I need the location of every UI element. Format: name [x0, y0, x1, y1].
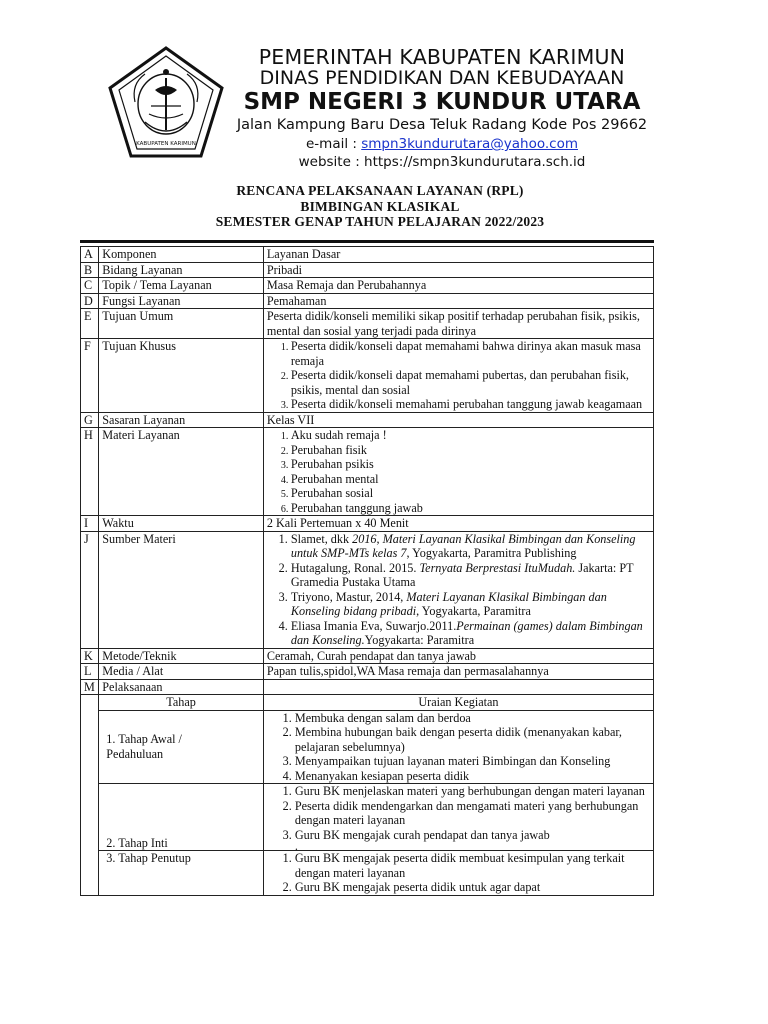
tahap-awal-list — [267, 711, 650, 784]
list-item: 2. Guru BK mengajak peserta didik untuk agar dapat — [295, 880, 650, 895]
letterhead-school-name: SMP NEGERI 3 KUNDUR UTARA — [243, 89, 641, 115]
table-row: L Media / Alat Papan tulis,spidol,WA Masa remaja dan permasalahannya — [81, 664, 654, 680]
table-row: 2. Tahap Inti 1. Guru BK menjelaskan materi yang berhubungan dengan materi layanan 2. Peserta didik mendengarkan dan mengamati materi yang berhubungan dengan materi layanan 3. Guru BK mengajak curah pendapat dan tanya jawab . — [81, 784, 654, 851]
list-item: 3. Triyono, Mastur, 2014, Materi Layanan Klasikal Bimbingan dan Konseling bidang pribadi, Yogyakarta, Paramitra — [291, 590, 650, 619]
table-row — [81, 710, 654, 784]
table-row: K Metode/Teknik Ceramah, Curah pendapat dan tanya jawab — [81, 648, 654, 664]
table-row: M Pelaksanaan — [81, 679, 654, 695]
list-item: 4. Eliasa Imania Eva, Suwarjo.2011.Permainan (games) dalam Bimbingan dan Konseling.Yogyakarta: Paramitra — [291, 619, 650, 648]
table-row: C Topik / Tema Layanan Masa Remaja dan Perubahannya — [81, 278, 654, 294]
letterhead-email-line: e-mail : smpn3kundurutara@yahoo.com — [306, 136, 578, 152]
list-item: 3. Menyampaikan tujuan layanan materi Bimbingan dan Konseling — [295, 754, 650, 769]
list-item: 4. Menanyakan kesiapan peserta didik — [295, 769, 650, 784]
table-row: E Tujuan Umum Peserta didik/konseli memiliki sikap positif terhadap perubahan fisik, psikis, mental dan sosial yang terjadi pada dirinya — [81, 309, 654, 339]
list-item: 2. Hutagalung, Ronal. 2015. Ternyata Berprestasi ItuMudah. Jakarta: PT Gramedia Pustaka Utama — [291, 561, 650, 590]
list-item: 2. Peserta didik mendengarkan dan mengamati materi yang berhubungan dengan materi layanan — [295, 799, 650, 828]
title-line-3: SEMESTER GENAP TAHUN PELAJARAN 2022/2023 — [215, 214, 545, 229]
letterhead-address: Jalan Kampung Baru Desa Teluk Radang Kode Pos 29662 — [236, 117, 648, 133]
tujuan-khusus-list — [267, 339, 650, 412]
letterhead-department: DINAS PENDIDIKAN DAN KEBUDAYAAN — [259, 67, 625, 89]
tahap-header: Tahap — [99, 695, 264, 711]
tahap-awal-label: 1. Tahap Awal / Pedahuluan — [99, 710, 264, 784]
tahap-penutup-label: 3. Tahap Penutup — [99, 851, 264, 896]
list-item: 2. Membina hubungan baik dengan peserta didik (menanyakan kabar, pelajaran sebelumnya) — [295, 725, 650, 754]
list-item: 1. Guru BK menjelaskan materi yang berhubungan dengan materi layanan — [295, 784, 650, 799]
table-row: A Komponen Layanan Dasar — [81, 247, 654, 263]
letterhead-government: PEMERINTAH KABUPATEN KARIMUN — [258, 45, 626, 69]
list-item: 1. Membuka dengan salam dan berdoa — [295, 711, 650, 726]
table-row: H Materi Layanan 1. Aku sudah remaja ! 2. Perubahan fisik 3. Perubahan psikis 4. Perubahan mental 5. Perubahan sosial 6. Perubahan tanggung jawab — [81, 428, 654, 516]
list-item: 1. Guru BK mengajak peserta didik membuat kesimpulan yang terkait dengan materi layanan — [295, 851, 650, 880]
table-row: J Sumber Materi 1. Slamet, dkk 2016, Materi Layanan Klasikal Bimbingan dan Konseling untuk SMP-MTs kelas 7, Yogyakarta, Paramitra Publishing 2. Hutagalung, Ronal. 2015. Ternyata Berprestasi ItuMudah. Jakarta: PT Gramedia Pustaka Utama 3. Triyono, Mastur, 2014, Materi Layanan Klasikal Bimbingan dan Konseling bidang pribadi, Yogyakarta, Paramitra 4. Eliasa Imania Eva, Suwarjo.2011.Permainan (games) dalam Bimbingan dan Konseling.Yogyakarta: Paramitra — [81, 531, 654, 648]
list-item: 5. Perubahan sosial — [291, 486, 650, 501]
document-title — [100, 183, 660, 230]
materi-list — [267, 428, 650, 515]
list-item: 4. Perubahan mental — [291, 472, 650, 487]
list-item: 1. Peserta didik/konseli dapat memahami bahwa dirinya akan masuk masa remaja — [291, 339, 650, 368]
regency-emblem-icon — [105, 44, 227, 162]
tahap-penutup-list — [267, 851, 650, 895]
list-item: 1. Aku sudah remaja ! — [291, 428, 650, 443]
table-row: F Tujuan Khusus 1. Peserta didik/konseli dapat memahami bahwa dirinya akan masuk masa remaja 2. Peserta didik/konseli dapat memahami pubertas, dan perubahan fisik, psikis, mental dan sosial 3. Peserta didik/konseli memahami perubahan tanggung jawab keagamaan — [81, 339, 654, 413]
list-item: 2. Peserta didik/konseli dapat memahami pubertas, dan perubahan fisik, psikis, mental dan sosial — [291, 368, 650, 397]
letterhead-website[interactable]: website : https://smpn3kundurutara.sch.id — [298, 154, 586, 170]
list-item: 6. Perubahan tanggung jawab — [291, 501, 650, 516]
list-item: 1. Slamet, dkk 2016, Materi Layanan Klasikal Bimbingan dan Konseling untuk SMP-MTs kelas 7, Yogyakarta, Paramitra Publishing — [291, 532, 650, 561]
list-item: 3. Perubahan psikis — [291, 457, 650, 472]
list-item: 3. Peserta didik/konseli memahami perubahan tanggung jawab keagamaan — [291, 397, 650, 412]
title-line-2: BIMBINGAN KLASIKAL — [300, 198, 460, 214]
table-row: D Fungsi Layanan Pemahaman — [81, 293, 654, 309]
table-row: B Bidang Layanan Pribadi — [81, 262, 654, 278]
uraian-header: Uraian Kegiatan — [263, 695, 653, 711]
table-row: I Waktu 2 Kali Pertemuan x 40 Menit — [81, 516, 654, 532]
sumber-materi-list — [267, 532, 650, 648]
rpl-table — [80, 246, 654, 896]
letterhead — [0, 0, 768, 170]
email-link[interactable]: smpn3kundurutara@yahoo.com — [361, 136, 578, 152]
tahap-inti-label: 2. Tahap Inti — [99, 784, 264, 851]
list-item: 3. Guru BK mengajak curah pendapat dan tanya jawab — [295, 828, 650, 843]
title-line-1: RENCANA PELAKSANAAN LAYANAN (RPL) — [236, 183, 524, 198]
svg-text:KABUPATEN KARIMUN: KABUPATEN KARIMUN — [136, 141, 196, 147]
pelaksanaan-header-row — [81, 695, 654, 711]
table-row — [81, 851, 654, 896]
table-row: G Sasaran Layanan Kelas VII — [81, 412, 654, 428]
title-divider — [80, 240, 654, 243]
tahap-inti-list — [267, 784, 650, 842]
list-item: 2. Perubahan fisik — [291, 443, 650, 458]
